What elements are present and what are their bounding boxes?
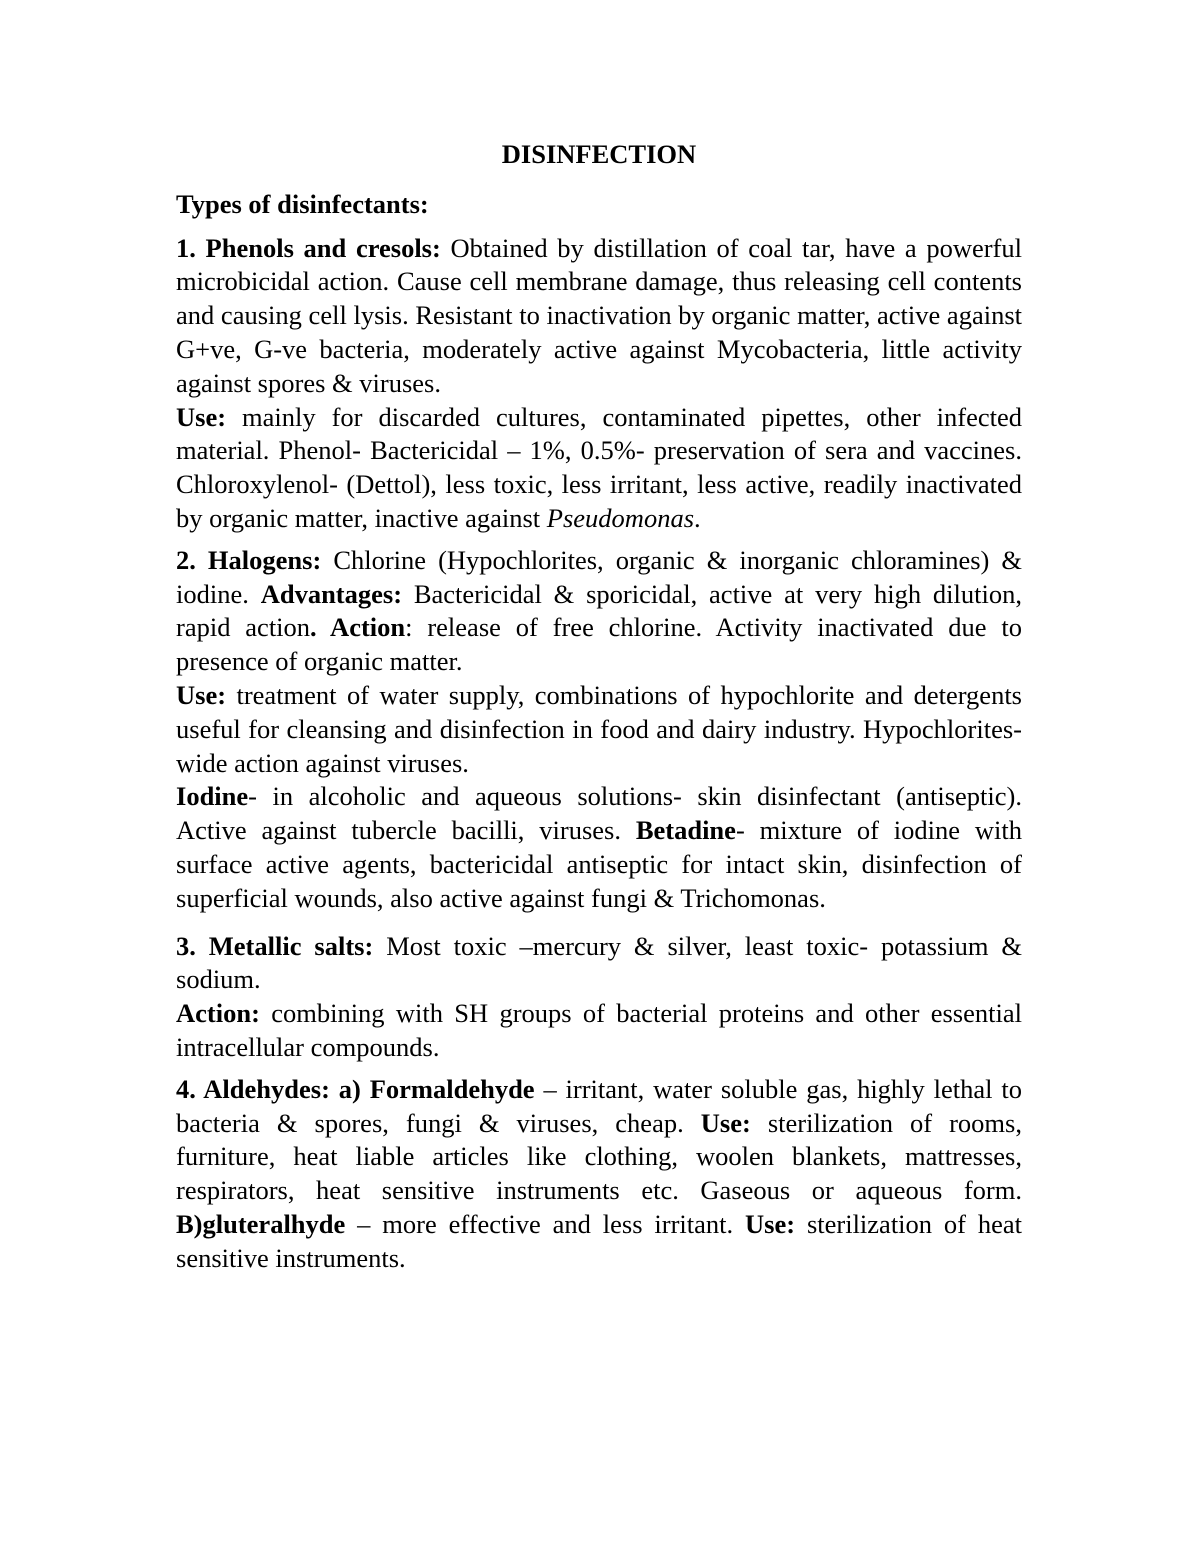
halogens-adv-label: Advantages: [260, 578, 403, 609]
halogens-adv-dot: . [310, 612, 317, 643]
phenols-use-end: . [694, 502, 701, 533]
metallic-action-label: Action: [176, 998, 260, 1029]
iodine-text: - in alcoholic and aqueous solutions- skin disinfectant (antiseptic). Active against tubercle bacilli, viruses. [176, 781, 1022, 846]
iodine-label: Iodine [176, 781, 249, 812]
metallic-action-paragraph [176, 997, 1022, 1065]
phenols-use-paragraph [176, 401, 1022, 536]
phenols-use-text: mainly for discarded cultures, contaminated pipettes, other infected material. Phenol- Bactericidal – 1%, 0.5%- preservation of sera and vaccines. Chloroxylenol- (Dettol), less toxic, less irritant, less active, readily inactivated by organic matter, inactive against [176, 401, 1022, 533]
gluteralhyde-label: B)gluteralhyde [176, 1208, 346, 1239]
aldehydes-use-label: Use: [700, 1107, 751, 1138]
halogens-heading: 2. Halogens: [176, 544, 322, 575]
metallic-paragraph [176, 930, 1022, 998]
halogens-action-text: : release of free chlorine. Activity inactivated due to presence of organic matter. [176, 612, 1022, 677]
halogens-adv-text: Bactericidal & sporicidal, active at very high dilution, rapid action [176, 578, 1022, 643]
phenols-use-label: Use: [176, 401, 227, 432]
document-page [176, 138, 1022, 1276]
page-title: DISINFECTION [501, 139, 697, 169]
halogens-body: Chlorine (Hypochlorites, organic & inorganic chloramines) & iodine. [176, 544, 1022, 609]
phenols-use-italic: Pseudomonas [546, 502, 695, 533]
phenols-body: Obtained by distillation of coal tar, have a powerful microbicidal action. Cause cell membrane damage, thus releasing cell contents and causing cell lysis. Resistant to inactivation by organic matter, active against G+ve, G-ve bacteria, moderately active against Mycobacteria, little activity against spores & viruses. [176, 232, 1022, 398]
iodine-paragraph [176, 780, 1022, 915]
aldehydes-use-text: sterilization of rooms, furniture, heat liable articles like clothing, woolen blankets, mattresses, respirators, heat sensitive instruments etc. Gaseous or aqueous form. [176, 1107, 1022, 1206]
metallic-action-text: combining with SH groups of bacterial proteins and other essential intracellular compounds. [176, 998, 1022, 1062]
betadine-text: - mixture of iodine with surface active agents, bactericidal antiseptic for intact skin, disinfection of superficial wounds, also active against fungi & Trichomonas. [176, 815, 1022, 913]
aldehydes-heading: 4. Aldehydes: a) Formaldehyde [176, 1073, 535, 1104]
aldehydes-paragraph [176, 1073, 1022, 1276]
aldehydes-use2-text: sterilization of heat sensitive instruments. [176, 1208, 1022, 1273]
gluteralhyde-text: – more effective and less irritant. [345, 1208, 746, 1239]
halogens-use-label: Use: [176, 679, 227, 710]
halogens-action-label: Action [316, 612, 406, 643]
metallic-body: Most toxic –mercury & silver, least toxic- potassium & sodium. [176, 930, 1022, 995]
phenols-heading: 1. Phenols and cresols: [176, 232, 441, 263]
aldehydes-body: – irritant, water soluble gas, highly lethal to bacteria & spores, fungi & viruses, cheap. [176, 1073, 1022, 1138]
betadine-label: Betadine [635, 815, 736, 846]
halogens-use-text: treatment of water supply, combinations of hypochlorite and detergents useful for cleansing and disinfection in food and dairy industry. Hypochlorites- wide action against viruses. [176, 679, 1022, 778]
halogens-paragraph [176, 544, 1022, 679]
section-subtitle: Types of disinfectants: [176, 188, 429, 219]
halogens-use-paragraph [176, 679, 1022, 780]
phenols-paragraph [176, 232, 1022, 401]
metallic-heading: 3. Metallic salts: [176, 930, 374, 961]
aldehydes-use2-label: Use: [745, 1208, 796, 1239]
